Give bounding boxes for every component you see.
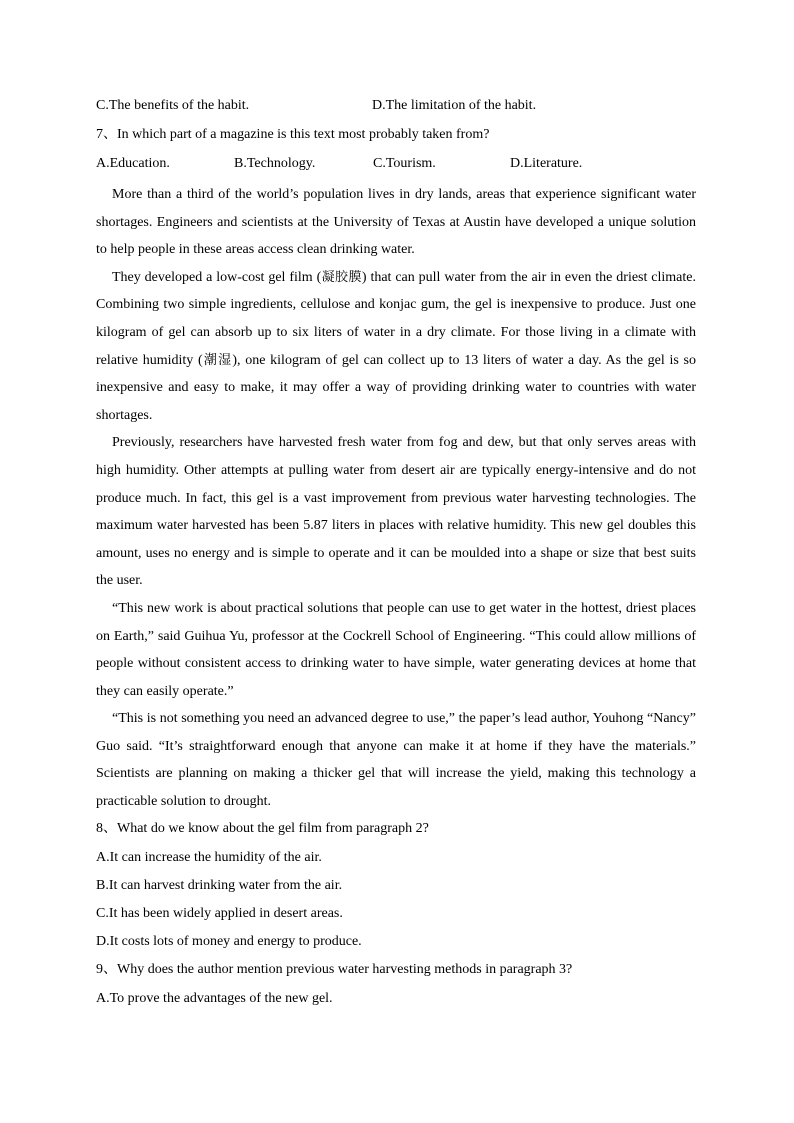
q8-option-d: D.It costs lots of money and energy to produce. (96, 933, 362, 949)
p2-text-start: They developed a low-cost gel film ( (112, 269, 322, 285)
q7-option-d: D.Literature. (510, 156, 583, 171)
passage-paragraph-3: Previously, researchers have harvested fresh water from fog and dew, but that only serves areas with high humidity. Other attempts at pulling water from desert air are typically energy-intensive and do not produce much. In fact, this gel is a vast improvement from previous water harvesting technologies. The maximum water harvested has been 5.87 liters in places with relative humidity. This new gel doubles this amount, uses no energy and is simple to operate and it can be moulded into a shape or size that best suits the user. (96, 435, 696, 589)
q8-question: 8、What do we know about the gel film from paragraph 2? (96, 820, 429, 836)
p2-text-end: ), one kilogram of gel can collect up to 13 liters of water a day. As the gel is so inexpensive and easy to make, it may offer a way of providing drinking water to countries with water shortages. (96, 352, 696, 423)
q8-option-a: A.It can increase the humidity of the air. (96, 849, 322, 865)
p2-text-middle: ) that can pull water from the air in even the driest climate. Combining two simple ingredients, cellulose and konjac gum, the gel is inexpensive to produce. Just one kilogram of gel can absorb up to six liters of water in a dry climate. For those living in a climate with relative humidity ( (96, 269, 696, 368)
q6-option-d: D.The limitation of the habit. (372, 98, 537, 113)
passage-paragraph-2 (96, 264, 696, 430)
q9-question: 9、Why does the author mention previous water harvesting methods in paragraph 3? (96, 961, 573, 977)
exam-page (96, 94, 696, 1014)
p2-cjk-humidity: 潮湿 (202, 352, 233, 368)
q9-option-a: A.To prove the advantages of the new gel. (96, 990, 333, 1006)
p2-cjk-gel-film: 凝胶膜 (321, 269, 362, 285)
q7-question: 7、In which part of a magazine is this text most probably taken from? (96, 127, 490, 142)
q8-option-c: C.It has been widely applied in desert areas. (96, 905, 343, 921)
passage-paragraph-5: “This is not something you need an advanced degree to use,” the paper’s lead author, Youhong “Nancy” Guo said. “It’s straightforward enough that anyone can make it at home if they have the materials.” Scientists are planning on making a thicker gel that will increase the yield, making this technology a practicable solution to drought. (96, 711, 696, 810)
q8-option-b: B.It can harvest drinking water from the air. (96, 877, 343, 893)
q6-options-row (96, 94, 696, 123)
passage-paragraph-4: “This new work is about practical solutions that people can use to get water in the hottest, driest places on Earth,” said Guihua Yu, professor at the Cockrell School of Engineering. “This could allow millions of people without consistent access to drinking water to have simple, water generating devices at home that they can easily operate.” (96, 600, 696, 699)
q7-option-b: B.Technology. (234, 156, 316, 171)
q7-option-c: C.Tourism. (373, 156, 436, 171)
passage-paragraph-1: More than a third of the world’s population lives in dry lands, areas that experience significant water shortages. Engineers and scientists at the University of Texas at Austin have developed a unique solution to help people in these areas access clean drinking water. (96, 187, 696, 258)
q7-option-a: A.Education. (96, 156, 170, 171)
q6-option-c: C.The benefits of the habit. (96, 98, 250, 113)
q7-options-row (96, 152, 696, 181)
